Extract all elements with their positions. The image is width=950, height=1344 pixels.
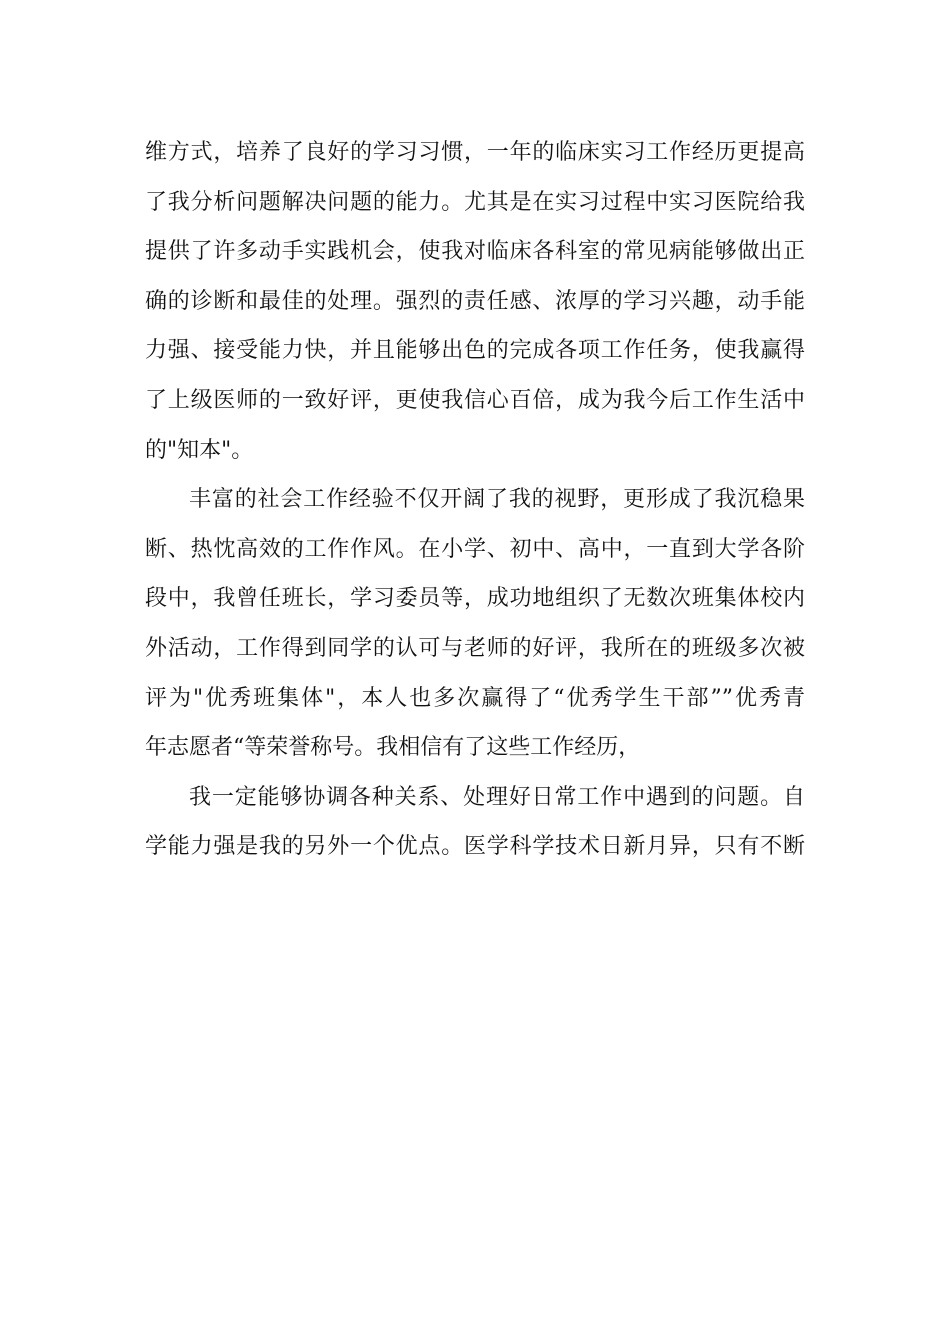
paragraph-first-line: 我一定能够协调各种关系、处理好日常工作中遇到的问题。自: [189, 784, 805, 810]
text-line: 年志愿者“等荣誉称号。我相信有了这些工作经历，: [145, 735, 641, 761]
text-line: 力强、接受能力快，并且能够出色的完成各项工作任务，使我赢得: [145, 338, 805, 364]
text-line: 断、热忱高效的工作作风。在小学、初中、高中，一直到大学各阶: [145, 536, 805, 562]
text-line: 维方式，培养了良好的学习习惯，一年的临床实习工作经历更提高: [145, 140, 805, 165]
text-line: 了我分析问题解决问题的能力。尤其是在实习过程中实习医院给我: [145, 189, 805, 215]
text-line: 外活动，工作得到同学的认可与老师的好评，我所在的班级多次被: [145, 635, 805, 661]
text-line: 的"知本"。: [145, 437, 254, 463]
text-line: 确的诊断和最佳的处理。强烈的责任感、浓厚的学习兴趣，动手能: [145, 288, 805, 314]
text-line: 学能力强是我的另外一个优点。医学科学技术日新月异，只有不断: [145, 834, 805, 860]
text-line: 段中，我曾任班长，学习委员等，成功地组织了无数次班集体校内: [145, 586, 805, 612]
text-line: 了上级医师的一致好评，更使我信心百倍，成为我今后工作生活中: [145, 387, 805, 413]
body-text: [145, 128, 805, 872]
text-line: 评为"优秀班集体"，本人也多次赢得了“优秀学生干部””优秀青: [145, 685, 805, 711]
paragraph-first-line: 丰富的社会工作经验不仅开阔了我的视野，更形成了我沉稳果: [189, 487, 805, 513]
text-line: 提供了许多动手实践机会，使我对临床各科室的常见病能够做出正: [145, 239, 805, 265]
